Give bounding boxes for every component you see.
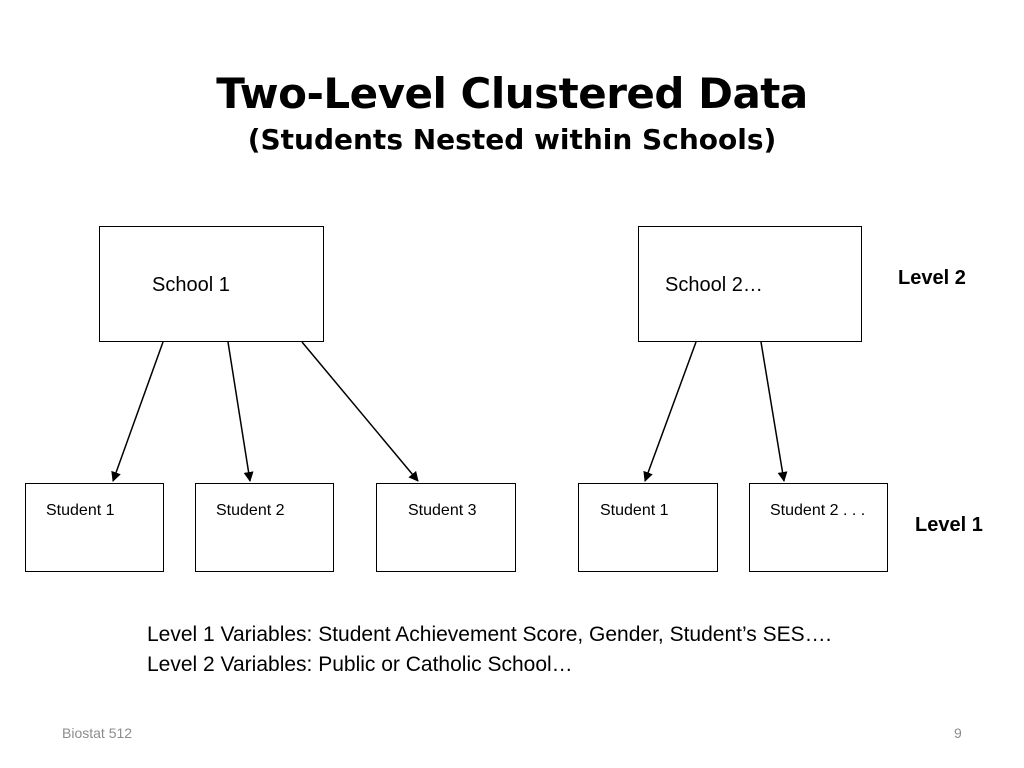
level-1-label: Level 1 (915, 514, 983, 536)
student-label: Student 2 (216, 502, 285, 519)
page-number: 9 (954, 725, 962, 741)
slide-subtitle: (Students Nested within Schools) (247, 123, 777, 156)
arrow-school2-student2 (761, 342, 784, 481)
slide-title: Two-Level Clustered Data (216, 69, 808, 118)
student-box (578, 483, 718, 572)
student-label: Student 3 (408, 502, 477, 519)
arrow-school1-student3 (302, 342, 418, 481)
student-box (195, 483, 334, 572)
school-label: School 2… (665, 274, 763, 296)
school-box (638, 226, 862, 342)
arrow-school2-student1 (645, 342, 696, 481)
level-2-variables: Level 2 Variables: Public or Catholic School… (147, 653, 573, 676)
student-label: Student 1 (600, 502, 669, 519)
arrow-school1-student1 (113, 342, 163, 481)
level-1-variables: Level 1 Variables: Student Achievement Score, Gender, Student’s SES…. (147, 623, 832, 646)
student-box (376, 483, 516, 572)
arrow-school1-student2 (228, 342, 250, 481)
student-box (749, 483, 888, 572)
footer-course-label: Biostat 512 (62, 725, 133, 741)
school-box (99, 226, 324, 342)
student-label: Student 1 (46, 502, 115, 519)
school-label: School 1 (152, 274, 230, 296)
student-label: Student 2 . . . (770, 502, 866, 519)
level-2-label: Level 2 (898, 267, 966, 289)
student-box (25, 483, 164, 572)
